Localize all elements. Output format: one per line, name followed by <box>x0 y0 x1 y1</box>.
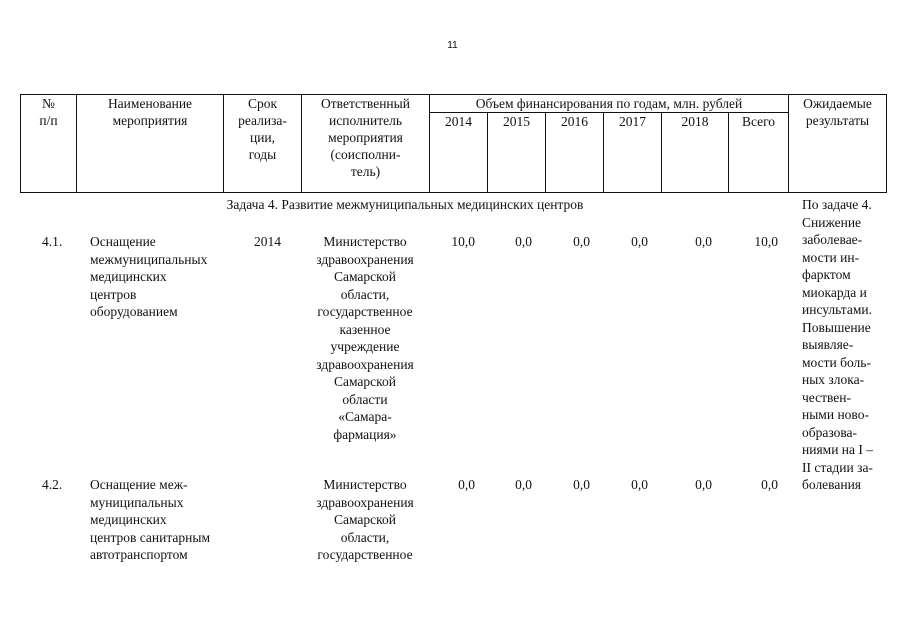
header-year: 2018 <box>662 113 729 193</box>
header-funding: Объем финансирования по годам, млн. рублей <box>430 95 789 113</box>
row-executor: Министерство здравоохранения Самарской области, государственное казенное учреждение здравоохранения Самарской области «Самара- фармация» <box>316 234 414 442</box>
row-total: 10,0 <box>754 234 778 249</box>
task-title: Задача 4. Развитие межмуниципальных медицинских центров <box>226 197 584 212</box>
row-value: 10,0 <box>451 234 475 249</box>
row-value: 0,0 <box>695 477 712 492</box>
header-num: № п/п <box>21 95 77 193</box>
row-term: 2014 <box>254 234 281 249</box>
page-number: 11 <box>447 40 458 51</box>
header-year: 2017 <box>604 113 662 193</box>
row-value: 0,0 <box>515 477 532 492</box>
header-year: 2014 <box>430 113 488 193</box>
row-value: 0,0 <box>631 477 648 492</box>
header-year: 2015 <box>488 113 546 193</box>
header-name: Наименование мероприятия <box>77 95 224 193</box>
row-value: 0,0 <box>631 234 648 249</box>
task-results: По задаче 4. Снижение заболевае- мости ин- фарктом миокарда и инсультами. Повышение выявляе- мости боль- ных злока- чествен- ными ново- образова- ниями на I – II стадии за- болевания <box>802 197 874 492</box>
row-value: 0,0 <box>573 477 590 492</box>
row-value: 0,0 <box>573 234 590 249</box>
header-term: Срок реализа- ции, годы <box>224 95 302 193</box>
row-value: 0,0 <box>458 477 475 492</box>
header-results: Ожидаемые результаты <box>789 95 887 193</box>
row-executor: Министерство здравоохранения Самарской области, государственное <box>316 477 414 562</box>
header-executor: Ответственный исполнитель мероприятия (соисполни- тель) <box>302 95 430 193</box>
row-name: Оснащение межмуниципальных медицинских центров оборудованием <box>90 234 208 319</box>
header-total: Всего <box>729 113 789 193</box>
row-value: 0,0 <box>695 234 712 249</box>
row-num: 4.2. <box>42 477 63 492</box>
row-total: 0,0 <box>761 477 778 492</box>
row-name: Оснащение меж- муниципальных медицинских центров санитарным автотранспортом <box>90 477 210 562</box>
row-value: 0,0 <box>515 234 532 249</box>
header-year: 2016 <box>546 113 604 193</box>
row-num: 4.1. <box>42 234 63 249</box>
